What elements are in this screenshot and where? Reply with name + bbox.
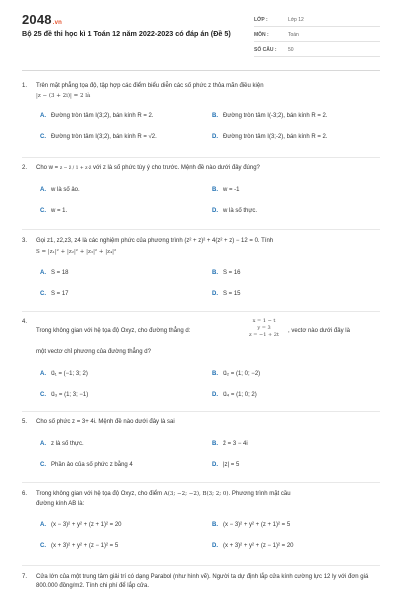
- question-2: [22, 164, 380, 224]
- site-logo[interactable]: 2048.vn: [22, 12, 63, 27]
- question-divider: [22, 482, 380, 483]
- question-formula: |z − (3 + 2i)| = 2 là: [36, 93, 91, 99]
- meta-label: MÔN :: [254, 32, 269, 38]
- question-7: [22, 573, 380, 599]
- option-a[interactable]: A. (x − 3)² + y² + (z + 1)² = 20: [40, 522, 122, 528]
- question-number: 7.: [22, 574, 28, 580]
- option-c[interactable]: C. (x + 3)² + y² + (z − 1)² = 5: [40, 543, 119, 549]
- question-number: 5.: [22, 419, 28, 425]
- question-divider: [22, 311, 380, 312]
- meta-value: 50: [288, 47, 294, 53]
- option-a[interactable]: A. w là số ảo.: [40, 187, 80, 193]
- meta-class: [254, 14, 380, 27]
- question-stem: Gọi z1, z2,z3, z4 là các nghiệm phức của phương trình (z² + z)² + 4(z² + z) − 12 = 0. Tính: [36, 238, 274, 244]
- option-c[interactable]: C. w = 1.: [40, 208, 68, 214]
- meta-value: Toán: [288, 32, 299, 38]
- line-equation-system: x = 1 − t y = 3 z = −1 + 2t: [249, 318, 279, 338]
- meta-subject: [254, 29, 380, 42]
- option-d[interactable]: D. S = 15: [212, 291, 241, 297]
- question-stem: Trong không gian với hệ tọa độ Oxyz, cho điểm A(3; −2; −2), B(3; 2; 0). Phương trình mặt cầu: [36, 491, 291, 497]
- option-a[interactable]: A. S = 18: [40, 270, 69, 276]
- option-b[interactable]: B. z̄ = 3 − 4i: [212, 441, 248, 447]
- option-c[interactable]: C. S = 17: [40, 291, 69, 297]
- option-d[interactable]: D. Đường tròn tâm I(3;-2), bán kính R = 2.: [212, 134, 328, 140]
- question-formula: S = |z₁|² + |z₂|² + |z₃|² + |z₄|²: [36, 249, 117, 255]
- question-stem-cont: một vectơ chỉ phương của đường thẳng d?: [36, 349, 151, 355]
- option-a[interactable]: A. u⃗₁ = (−1; 3; 2): [40, 371, 88, 377]
- question-number: 1.: [22, 83, 28, 89]
- option-d[interactable]: D. u⃗₄ = (1; 0; 2): [212, 392, 257, 398]
- question-5: [22, 418, 380, 478]
- option-b[interactable]: B. w = -1: [212, 187, 240, 193]
- question-number: 4.: [22, 319, 28, 325]
- question-divider: [22, 229, 380, 230]
- question-divider: [22, 565, 380, 566]
- meta-count: [254, 44, 380, 57]
- option-b[interactable]: B. Đường tròn tâm I(-3;2), bán kính R = 2.: [212, 113, 328, 119]
- option-d[interactable]: D. (x + 3)² + y² + (z − 1)² = 20: [212, 543, 294, 549]
- question-number: 3.: [22, 238, 28, 244]
- meta-label: SỐ CÂU :: [254, 47, 277, 53]
- option-d[interactable]: D. |z| = 5: [212, 462, 240, 468]
- option-b[interactable]: B. S = 16: [212, 270, 241, 276]
- question-stem-cont: , vectơ nào dưới đây là: [288, 328, 350, 334]
- question-6: [22, 490, 380, 560]
- page-title: Bộ 25 đề thi học kì 1 Toán 12 năm 2022-2023 có đáp án (Đề 5): [22, 29, 231, 38]
- question-divider: [22, 411, 380, 412]
- question-stem: Cho w = z − z̄ / 1 + z·z̄ với z là số phức tùy ý cho trước. Mệnh đề nào dưới đây đúng?: [36, 165, 260, 171]
- question-4: [22, 318, 380, 408]
- question-stem: Trong không gian với hệ tọa độ Oxyz, cho đường thẳng d:: [36, 328, 191, 334]
- question-divider: [22, 157, 380, 158]
- question-1: [22, 82, 380, 152]
- header-divider: [22, 70, 380, 71]
- question-stem: Trên mặt phẳng tọa độ, tập hợp các điểm biểu diễn các số phức z thỏa mãn điều kiện: [36, 83, 264, 89]
- question-number: 2.: [22, 165, 28, 171]
- question-3: [22, 237, 380, 307]
- question-number: 6.: [22, 491, 28, 497]
- option-c[interactable]: C. u⃗₃ = (1; 3; −1): [40, 392, 89, 398]
- question-stem: Cho số phức z = 3+ 4i. Mệnh đề nào dưới đây là sai: [36, 419, 175, 425]
- option-c[interactable]: C. Phần ảo của số phức z bằng 4: [40, 462, 133, 468]
- option-a[interactable]: A. z là số thực.: [40, 441, 84, 447]
- option-a[interactable]: A. Đường tròn tâm I(3;2), bán kính R = 2.: [40, 113, 154, 119]
- question-stem-cont: đường kính AB là:: [36, 501, 85, 507]
- meta-label: LỚP :: [254, 17, 268, 23]
- option-b[interactable]: B. u⃗₂ = (1; 0; −2): [212, 371, 261, 377]
- option-d[interactable]: D. w là số thực.: [212, 208, 258, 214]
- option-c[interactable]: C. Đường tròn tâm I(3;2), bán kính R = √2.: [40, 134, 157, 140]
- document-header: [0, 0, 400, 66]
- meta-value: Lớp 12: [288, 17, 304, 23]
- question-stem: Cửa lớn của một trung tâm giải trí có dạng Parabol (như hình vẽ). Người ta dự định lắp cửa kính cường lực 12 ly với đơn giá 800.000 đồng/m2. Tính chi phí để lắp cửa.: [36, 574, 369, 589]
- option-b[interactable]: B. (x − 3)² + y² + (z + 1)² = 5: [212, 522, 291, 528]
